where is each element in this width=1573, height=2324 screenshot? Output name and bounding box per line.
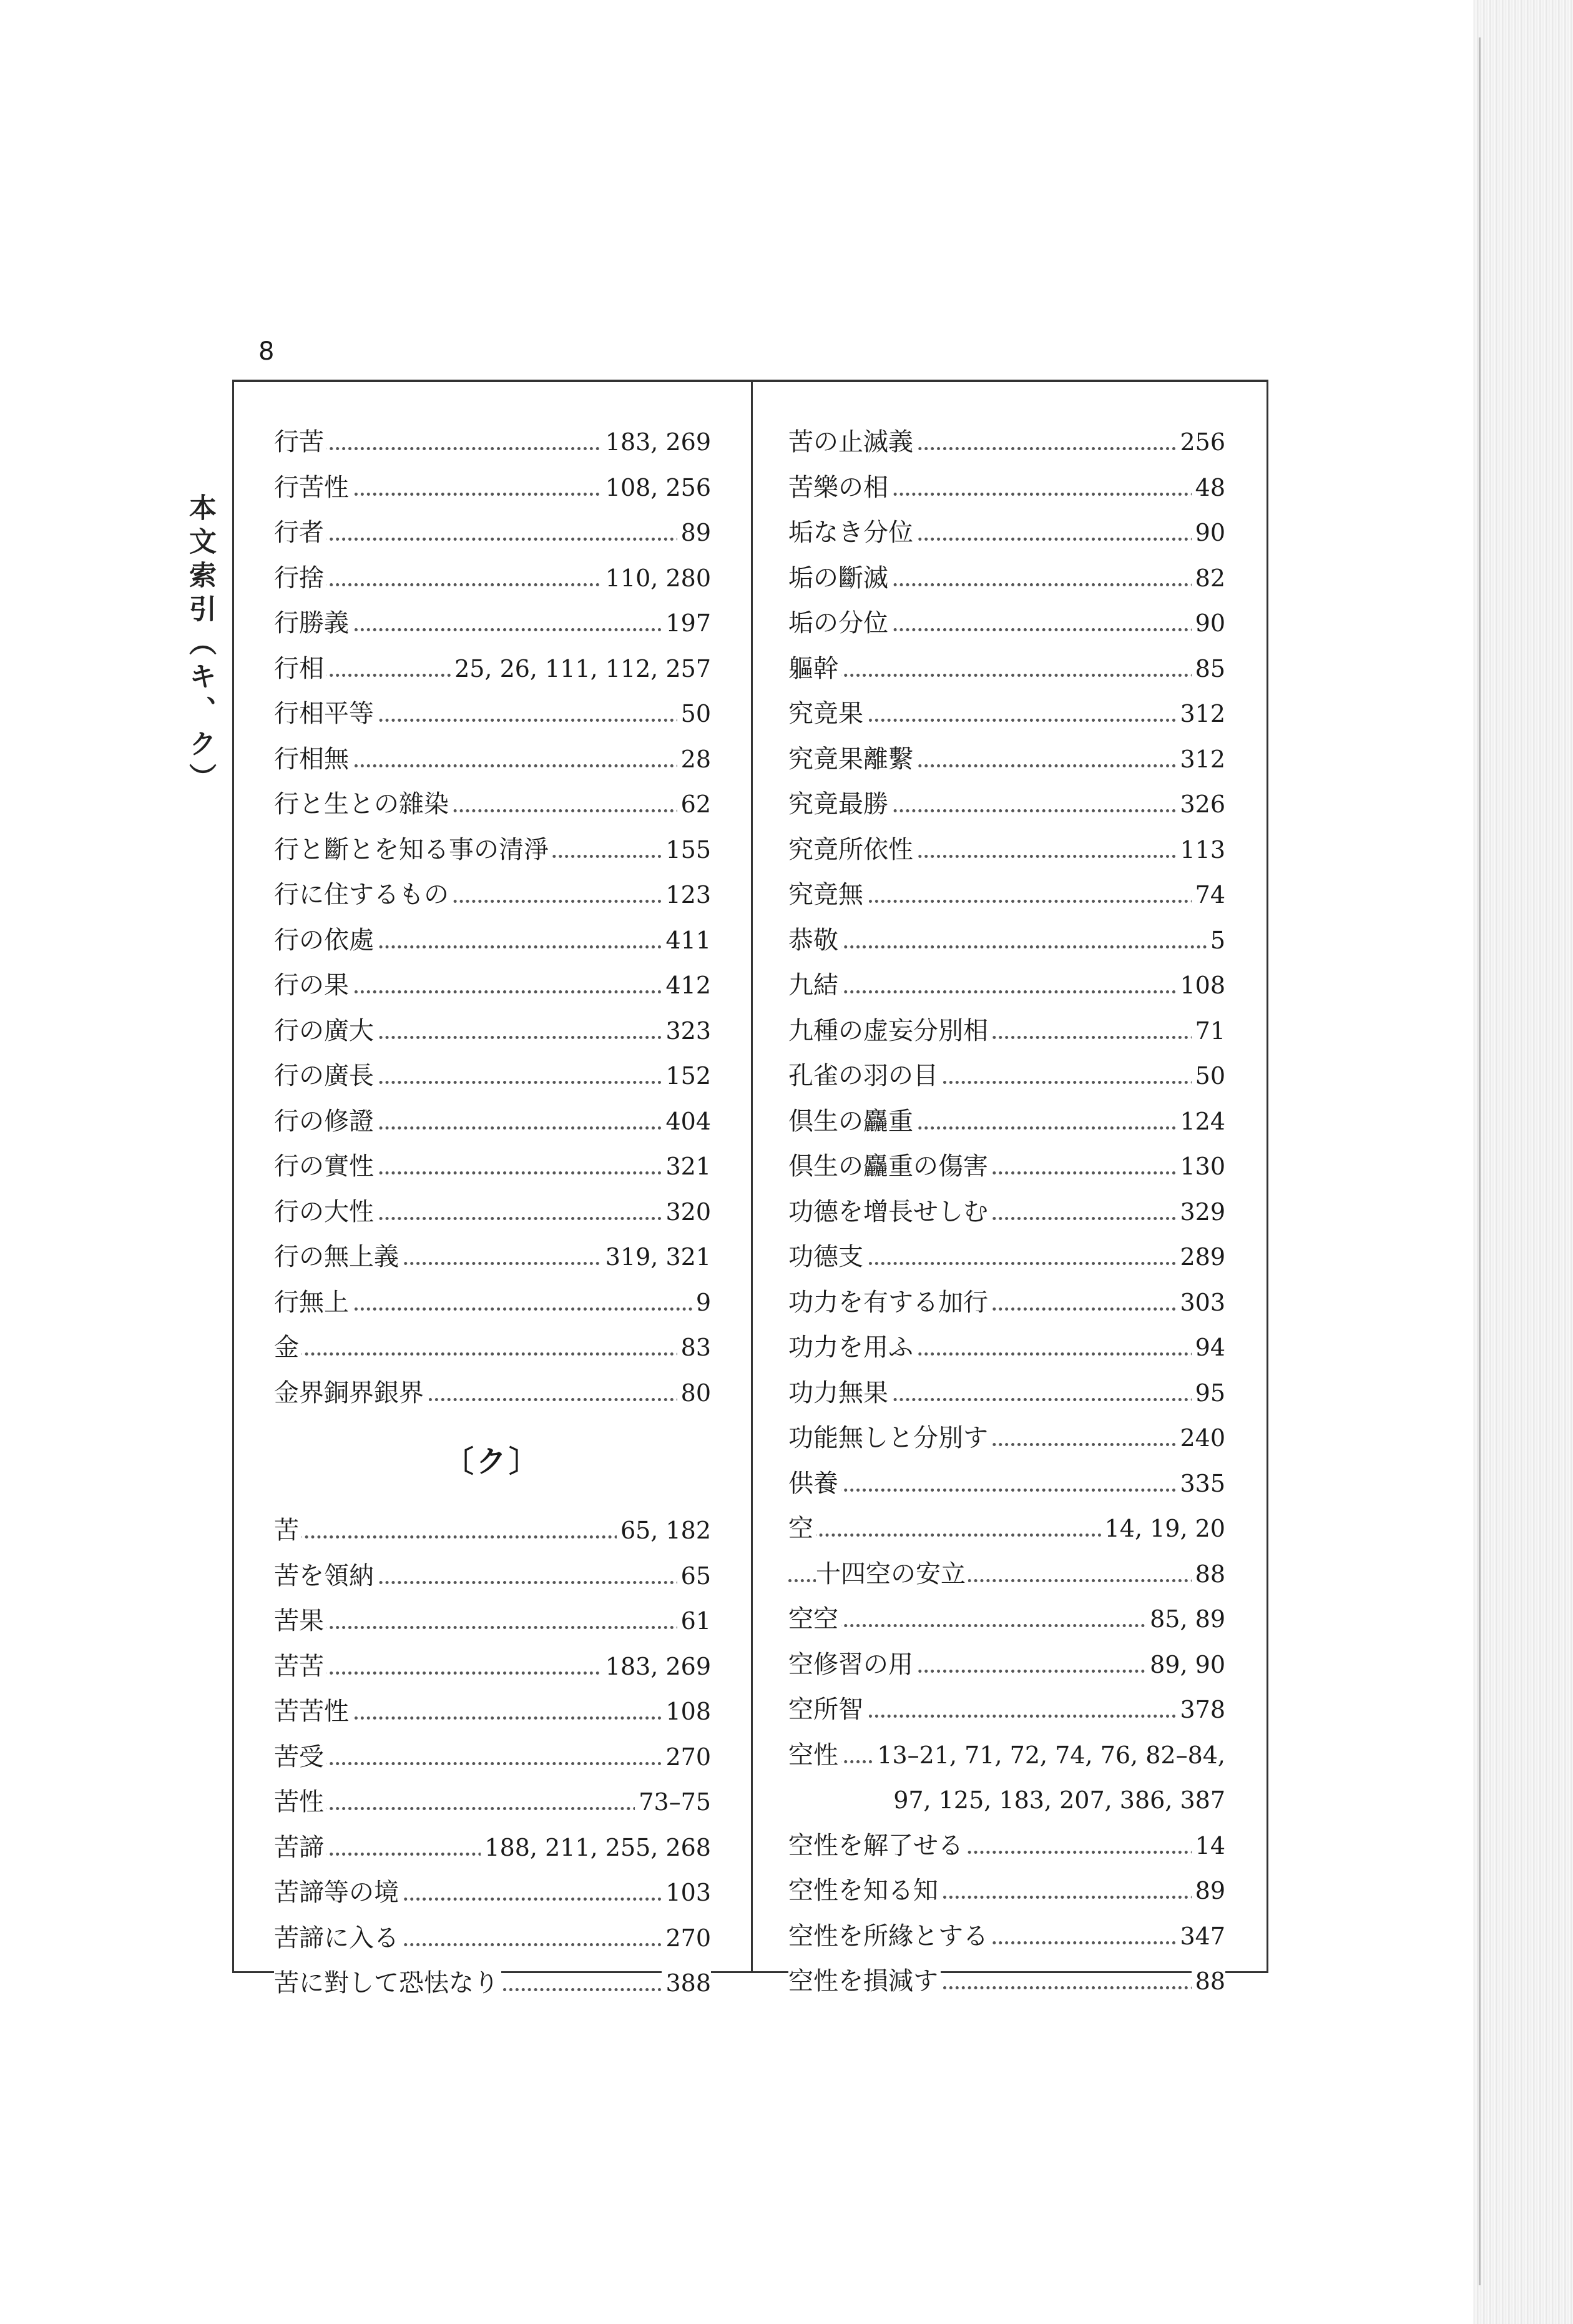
index-entry bbox=[788, 1868, 1225, 1914]
index-entry bbox=[274, 1234, 711, 1280]
index-entry bbox=[274, 1325, 711, 1371]
index-entry bbox=[788, 1008, 1225, 1054]
entry-pages: 110, 280 bbox=[602, 556, 711, 601]
entry-pages: 50 bbox=[677, 691, 711, 736]
index-entry bbox=[788, 1687, 1225, 1733]
index-entry bbox=[274, 737, 711, 782]
index-entry bbox=[788, 646, 1225, 692]
entry-pages: 90 bbox=[1192, 601, 1225, 646]
entry-pages: 71 bbox=[1192, 1008, 1225, 1053]
entry-term: 恭敬 bbox=[788, 918, 841, 963]
entry-term: 功德を增長せしむ bbox=[788, 1189, 991, 1234]
entry-term: 空性を損減す bbox=[788, 1959, 941, 2004]
entry-term: 倶生の麤重の傷害 bbox=[788, 1144, 991, 1189]
entry-pages: 65 bbox=[677, 1553, 711, 1598]
entry-term: 垢の斷滅 bbox=[788, 556, 891, 601]
entry-pages: 388 bbox=[662, 1961, 711, 2006]
entry-pages: 108 bbox=[662, 1689, 711, 1734]
index-entry bbox=[788, 1280, 1225, 1326]
entry-term: 行の廣大 bbox=[274, 1008, 376, 1053]
entry-term: 空空 bbox=[788, 1597, 841, 1642]
index-entry bbox=[274, 918, 711, 963]
index-entry bbox=[788, 1823, 1225, 1869]
entry-term: 行の廣長 bbox=[274, 1053, 376, 1098]
index-entry bbox=[274, 1961, 711, 2006]
entry-term: 空修習の用 bbox=[788, 1642, 916, 1687]
index-entry bbox=[274, 1870, 711, 1916]
entry-term: 垢なき分位 bbox=[788, 510, 916, 555]
index-entry bbox=[788, 1642, 1225, 1688]
index-entry bbox=[788, 918, 1225, 963]
index-entry bbox=[788, 1914, 1225, 1959]
index-entry bbox=[274, 1371, 711, 1416]
entry-term: 空性を所緣とする bbox=[788, 1914, 991, 1959]
index-entry bbox=[788, 1099, 1225, 1145]
entry-term: 苦を領納 bbox=[274, 1553, 376, 1598]
entry-pages: 13–21, 71, 72, 74, 76, 82–84, bbox=[873, 1733, 1225, 1778]
index-entry bbox=[274, 1053, 711, 1099]
entry-pages: 28 bbox=[677, 737, 711, 782]
entry-term: 行者 bbox=[274, 510, 326, 555]
entry-term: 行相無 bbox=[274, 737, 351, 782]
entry-pages: 97, 125, 183, 207, 386, 387 bbox=[889, 1778, 1225, 1823]
index-entry bbox=[788, 1461, 1225, 1507]
entry-term: 行の無上義 bbox=[274, 1234, 401, 1279]
leader-dots bbox=[788, 945, 1225, 948]
entry-pages: 14 bbox=[1192, 1823, 1225, 1868]
index-entry bbox=[274, 1780, 711, 1825]
entry-term: 究竟無 bbox=[788, 872, 866, 917]
index-entry bbox=[274, 1735, 711, 1780]
index-entry bbox=[274, 1008, 711, 1054]
entry-pages: 95 bbox=[1192, 1371, 1225, 1416]
index-entry bbox=[788, 510, 1225, 556]
entry-term: 行苦性 bbox=[274, 465, 351, 510]
entry-pages: 404 bbox=[662, 1099, 711, 1144]
entry-term: 金 bbox=[274, 1325, 301, 1370]
entry-term: 苦諦 bbox=[274, 1825, 326, 1870]
index-entry bbox=[274, 1508, 711, 1553]
entry-term: 九種の虚妄分別相 bbox=[788, 1008, 991, 1053]
entry-pages: 378 bbox=[1176, 1687, 1225, 1732]
index-entry bbox=[274, 872, 711, 918]
index-entry bbox=[788, 963, 1225, 1008]
index-entry bbox=[274, 556, 711, 601]
entry-term: 苦諦等の境 bbox=[274, 1870, 401, 1915]
entry-pages: 88 bbox=[1192, 1552, 1225, 1597]
index-entry bbox=[788, 1959, 1225, 2004]
index-entry bbox=[788, 1371, 1225, 1416]
entry-pages: 50 bbox=[1192, 1053, 1225, 1098]
left-column bbox=[274, 420, 711, 2006]
entry-pages: 90 bbox=[1192, 510, 1225, 555]
entry-term: 苦に對して恐怯なり bbox=[274, 1961, 501, 2006]
entry-pages: 183, 269 bbox=[602, 420, 711, 465]
entry-term: 行の實性 bbox=[274, 1144, 376, 1189]
entry-pages: 25, 26, 111, 112, 257 bbox=[451, 646, 711, 691]
entry-pages: 270 bbox=[662, 1916, 711, 1961]
index-entry bbox=[274, 465, 711, 511]
right-column bbox=[788, 420, 1225, 2004]
entry-term: 金界銅界銀界 bbox=[274, 1371, 426, 1416]
index-entry bbox=[788, 1144, 1225, 1189]
leader-dots bbox=[788, 1489, 1225, 1492]
entry-pages: 412 bbox=[662, 963, 711, 1008]
index-entry bbox=[274, 1280, 711, 1326]
entry-term: 垢の分位 bbox=[788, 601, 891, 646]
entry-pages: 155 bbox=[662, 827, 711, 872]
index-entry bbox=[274, 1553, 711, 1599]
index-entry bbox=[788, 827, 1225, 873]
entry-pages: 94 bbox=[1192, 1325, 1225, 1370]
entry-term: 功德支 bbox=[788, 1234, 866, 1279]
entry-term: 孔雀の羽の目 bbox=[788, 1053, 941, 1098]
leader-dots bbox=[788, 990, 1225, 993]
entry-term: 苦果 bbox=[274, 1598, 326, 1643]
entry-pages: 89 bbox=[677, 510, 711, 555]
entry-pages: 123 bbox=[662, 872, 711, 917]
left-entries-bottom bbox=[274, 1508, 711, 2006]
entry-pages: 347 bbox=[1176, 1914, 1225, 1959]
entry-pages: 321 bbox=[662, 1144, 711, 1189]
entry-pages: 320 bbox=[662, 1189, 711, 1234]
leader-dots bbox=[788, 674, 1225, 677]
entry-pages: 103 bbox=[662, 1870, 711, 1915]
entry-term: 功力を有する加行 bbox=[788, 1280, 991, 1325]
entry-term: 行の依處 bbox=[274, 918, 376, 963]
index-entry bbox=[788, 1506, 1225, 1552]
index-entry bbox=[788, 1325, 1225, 1371]
entry-pages: 183, 269 bbox=[602, 1644, 711, 1689]
entry-pages: 88 bbox=[1192, 1959, 1225, 2004]
index-entry bbox=[274, 420, 711, 465]
index-entry bbox=[788, 1733, 1225, 1778]
leader-dots bbox=[274, 1762, 711, 1765]
index-entry bbox=[788, 1778, 1225, 1823]
index-entry bbox=[274, 1916, 711, 1961]
column-divider bbox=[751, 382, 753, 1971]
entry-term: 究竟果離繫 bbox=[788, 737, 916, 782]
entry-pages: 61 bbox=[677, 1598, 711, 1643]
index-entry bbox=[788, 1053, 1225, 1099]
entry-pages: 82 bbox=[1192, 556, 1225, 601]
index-entry bbox=[788, 737, 1225, 782]
index-entry bbox=[788, 1234, 1225, 1280]
entry-term: 行勝義 bbox=[274, 601, 351, 646]
index-entry bbox=[788, 1189, 1225, 1235]
entry-term: 行の修證 bbox=[274, 1099, 376, 1144]
entry-term: 行の大性 bbox=[274, 1189, 376, 1234]
entry-term: 行相平等 bbox=[274, 691, 376, 736]
entry-term: 行相 bbox=[274, 646, 326, 691]
entry-term: 九結 bbox=[788, 963, 841, 1008]
entry-term: 空性を知る知 bbox=[788, 1868, 941, 1913]
entry-pages: 197 bbox=[662, 601, 711, 646]
index-box bbox=[232, 380, 1268, 1997]
entry-term: 行苦 bbox=[274, 420, 326, 465]
entry-pages: 312 bbox=[1176, 691, 1225, 736]
entry-pages: 65, 182 bbox=[617, 1508, 711, 1553]
index-entry bbox=[788, 1416, 1225, 1461]
index-entry bbox=[788, 1597, 1225, 1642]
entry-pages: 14, 19, 20 bbox=[1101, 1506, 1225, 1551]
scan-edge-line bbox=[1479, 37, 1481, 2285]
entry-pages: 323 bbox=[662, 1008, 711, 1053]
entry-term: 軀幹 bbox=[788, 646, 841, 691]
index-entry bbox=[788, 420, 1225, 465]
entry-pages: 85 bbox=[1192, 646, 1225, 691]
entry-pages: 312 bbox=[1176, 737, 1225, 782]
entry-term: 行無上 bbox=[274, 1280, 351, 1325]
page-number: 8 bbox=[258, 337, 275, 366]
index-entry bbox=[788, 601, 1225, 646]
entry-pages: 270 bbox=[662, 1735, 711, 1780]
entry-pages: 256 bbox=[1176, 420, 1225, 465]
index-entry bbox=[788, 782, 1225, 827]
running-head: 本文索引（キ、ク） bbox=[184, 493, 216, 797]
entry-term: 功能無しと分別す bbox=[788, 1416, 991, 1460]
entry-pages: 80 bbox=[677, 1371, 711, 1416]
index-entry bbox=[274, 691, 711, 737]
entry-pages: 152 bbox=[662, 1053, 711, 1098]
entry-pages: 73–75 bbox=[635, 1780, 711, 1824]
index-entry bbox=[274, 601, 711, 646]
entry-pages: 85, 89 bbox=[1146, 1597, 1225, 1642]
entry-pages: 319, 321 bbox=[602, 1234, 711, 1279]
index-entry bbox=[274, 827, 711, 873]
index-entry bbox=[274, 963, 711, 1008]
entry-pages: 113 bbox=[1176, 827, 1225, 872]
entry-pages: 329 bbox=[1176, 1189, 1225, 1234]
index-entry bbox=[274, 1144, 711, 1189]
index-entry bbox=[274, 1189, 711, 1235]
right-entries bbox=[788, 420, 1225, 2004]
index-entry bbox=[274, 1689, 711, 1735]
index-entry bbox=[274, 782, 711, 827]
index-entry bbox=[788, 691, 1225, 737]
entry-term: 苦樂の相 bbox=[788, 465, 891, 510]
entry-pages: 108, 256 bbox=[602, 465, 711, 510]
entry-pages: 130 bbox=[1176, 1144, 1225, 1189]
entry-pages: 83 bbox=[677, 1325, 711, 1370]
entry-pages: 188, 211, 255, 268 bbox=[481, 1825, 711, 1870]
entry-term: 供養 bbox=[788, 1461, 841, 1506]
entry-term: 苦の止滅義 bbox=[788, 420, 916, 465]
entry-pages: 5 bbox=[1207, 918, 1225, 963]
entry-pages: 89 bbox=[1192, 1868, 1225, 1913]
index-entry bbox=[788, 872, 1225, 918]
index-entry bbox=[274, 510, 711, 556]
index-entry bbox=[788, 556, 1225, 601]
entry-pages: 62 bbox=[677, 782, 711, 827]
entry-term: 苦諦に入る bbox=[274, 1916, 401, 1961]
entry-pages: 326 bbox=[1176, 782, 1225, 827]
entry-pages: 240 bbox=[1176, 1416, 1225, 1460]
entry-pages: 124 bbox=[1176, 1099, 1225, 1144]
entry-pages: 89, 90 bbox=[1146, 1642, 1225, 1687]
index-entry bbox=[274, 1825, 711, 1871]
entry-pages: 335 bbox=[1176, 1461, 1225, 1506]
section-heading-ku: 〔ク〕 bbox=[443, 1444, 541, 1479]
entry-pages: 303 bbox=[1176, 1280, 1225, 1325]
entry-pages: 9 bbox=[692, 1280, 711, 1325]
entry-term: 十四空の安立 bbox=[816, 1552, 968, 1597]
leader-dots bbox=[274, 538, 711, 541]
entry-term: 空所智 bbox=[788, 1687, 866, 1732]
entry-term: 行に住するもの bbox=[274, 872, 451, 917]
entry-term: 究竟所依性 bbox=[788, 827, 916, 872]
index-entry bbox=[274, 1099, 711, 1145]
index-entry bbox=[788, 1552, 1225, 1597]
entry-pages: 289 bbox=[1176, 1234, 1225, 1279]
scan-edge bbox=[1473, 0, 1573, 2324]
index-entry bbox=[274, 646, 711, 692]
entry-term: 苦性 bbox=[274, 1780, 326, 1824]
entry-term: 功力を用ふ bbox=[788, 1325, 916, 1370]
entry-term: 究竟果 bbox=[788, 691, 866, 736]
entry-pages: 48 bbox=[1192, 465, 1225, 510]
index-entry bbox=[788, 465, 1225, 511]
entry-term: 空 bbox=[788, 1506, 816, 1551]
entry-term: 行と生との雜染 bbox=[274, 782, 451, 827]
entry-pages: 74 bbox=[1192, 872, 1225, 917]
left-entries-top bbox=[274, 420, 711, 1416]
entry-term: 苦苦性 bbox=[274, 1689, 351, 1734]
entry-term: 功力無果 bbox=[788, 1371, 891, 1416]
leader-dots bbox=[274, 1626, 711, 1629]
entry-term: 苦苦 bbox=[274, 1644, 326, 1689]
entry-term: 行の果 bbox=[274, 963, 351, 1008]
index-entry bbox=[274, 1644, 711, 1690]
leader-dots bbox=[274, 1352, 711, 1356]
entry-term: 行捨 bbox=[274, 556, 326, 601]
entry-term: 空性 bbox=[788, 1733, 841, 1778]
entry-term: 倶生の麤重 bbox=[788, 1099, 916, 1144]
entry-term: 苦受 bbox=[274, 1735, 326, 1780]
entry-term: 行と斷とを知る事の清淨 bbox=[274, 827, 551, 872]
entry-pages: 108 bbox=[1176, 963, 1225, 1008]
entry-pages: 411 bbox=[662, 918, 711, 963]
index-entry bbox=[274, 1598, 711, 1644]
entry-term: 究竟最勝 bbox=[788, 782, 891, 827]
entry-term: 苦 bbox=[274, 1508, 301, 1553]
entry-term: 空性を解了せる bbox=[788, 1823, 966, 1868]
